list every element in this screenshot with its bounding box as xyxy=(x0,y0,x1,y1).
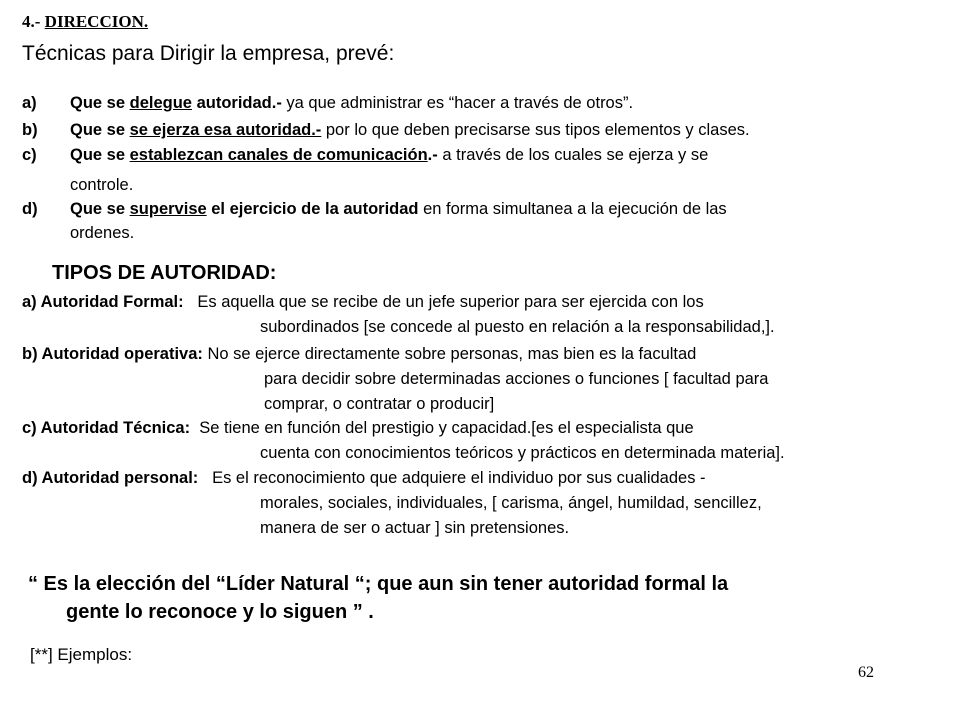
authority-type-text: comprar, o contratar o producir] xyxy=(264,395,495,413)
authority-type-label: b) Autoridad operativa: xyxy=(22,345,203,363)
authority-type-formal xyxy=(22,290,775,340)
principle-pre: Que se xyxy=(70,146,130,164)
principle-keyword: se ejerza esa autoridad.- xyxy=(129,121,322,139)
tipos-title: TIPOS DE AUTORIDAD: xyxy=(52,262,277,284)
intro-text: Técnicas para Dirigir la empresa, prevé: xyxy=(22,42,395,65)
principle-marker: d) xyxy=(22,200,38,218)
section-heading xyxy=(22,12,148,32)
authority-type-text: Es aquella que se recibe de un jefe superior para ser ejercida con los xyxy=(197,293,704,311)
principle-bold: .- xyxy=(427,146,438,164)
authority-type-text: para decidir sobre determinadas acciones o funciones [ facultad para xyxy=(264,370,769,388)
authority-type-text: Es el reconocimiento que adquiere el individuo por sus cualidades - xyxy=(212,469,706,487)
authority-type-text: No se ejerce directamente sobre personas, mas bien es la facultad xyxy=(207,345,697,363)
examples-label: [**] Ejemplos: xyxy=(30,645,133,664)
principle-continuation: ordenes. xyxy=(70,224,135,242)
principle-bold: el ejercicio de la autoridad xyxy=(206,200,419,218)
authority-type-text: manera de ser o actuar ] sin pretensiones. xyxy=(260,519,570,537)
principle-item-b xyxy=(22,117,942,143)
principle-keyword: delegue xyxy=(129,94,192,112)
authority-type-text: cuenta con conocimientos teóricos y prácticos en determinada materia]. xyxy=(260,444,785,462)
principle-pre: Que se xyxy=(70,200,130,218)
principle-marker: b) xyxy=(22,121,38,139)
principle-bold: autoridad.- xyxy=(191,94,282,112)
principles-list xyxy=(22,90,942,116)
section-number: 4.- xyxy=(22,12,45,31)
principle-marker: a) xyxy=(22,94,37,112)
authority-type-text: morales, sociales, individuales, [ carisma, ángel, humildad, sencillez, xyxy=(260,494,762,512)
authority-type-tecnica xyxy=(22,416,785,466)
authority-type-operativa xyxy=(22,342,768,417)
quote-line-2: gente lo reconoce y lo siguen ” . xyxy=(66,601,374,623)
principle-continuation: controle. xyxy=(70,176,134,194)
natural-leader-quote xyxy=(28,570,728,626)
authority-type-personal xyxy=(22,466,762,541)
section-title: DIRECCION. xyxy=(44,12,149,31)
page-number: 62 xyxy=(858,664,874,681)
quote-line-1: “ Es la elección del “Líder Natural “; que aun sin tener autoridad formal la xyxy=(28,573,729,595)
principle-pre: Que se xyxy=(70,121,130,139)
principle-text: por lo que deben precisarse sus tipos elementos y clases. xyxy=(321,121,750,139)
authority-type-text: Se tiene en función del prestigio y capacidad.[es el especialista que xyxy=(199,419,694,437)
authority-type-label: c) Autoridad Técnica: xyxy=(22,419,191,437)
principle-text: a través de los cuales se ejerza y se xyxy=(437,146,709,164)
principles-list-b xyxy=(22,117,942,143)
principle-marker: c) xyxy=(22,146,37,164)
principle-item-c xyxy=(22,142,942,198)
principle-pre: Que se xyxy=(70,94,130,112)
authority-type-label: a) Autoridad Formal: xyxy=(22,293,184,311)
principle-keyword: establezcan canales de comunicación xyxy=(129,146,428,164)
principle-text: en forma simultanea a la ejecución de las xyxy=(418,200,727,218)
authority-type-text: subordinados [se concede al puesto en relación a la responsabilidad,]. xyxy=(260,318,775,336)
principle-item-d xyxy=(22,196,942,246)
principles-list-d xyxy=(22,196,942,246)
principle-keyword: supervise xyxy=(129,200,207,218)
principle-text: ya que administrar es “hacer a través de otros”. xyxy=(281,94,634,112)
principles-list-c xyxy=(22,142,942,198)
authority-type-label: d) Autoridad personal: xyxy=(22,469,199,487)
principle-item-a xyxy=(22,90,942,116)
